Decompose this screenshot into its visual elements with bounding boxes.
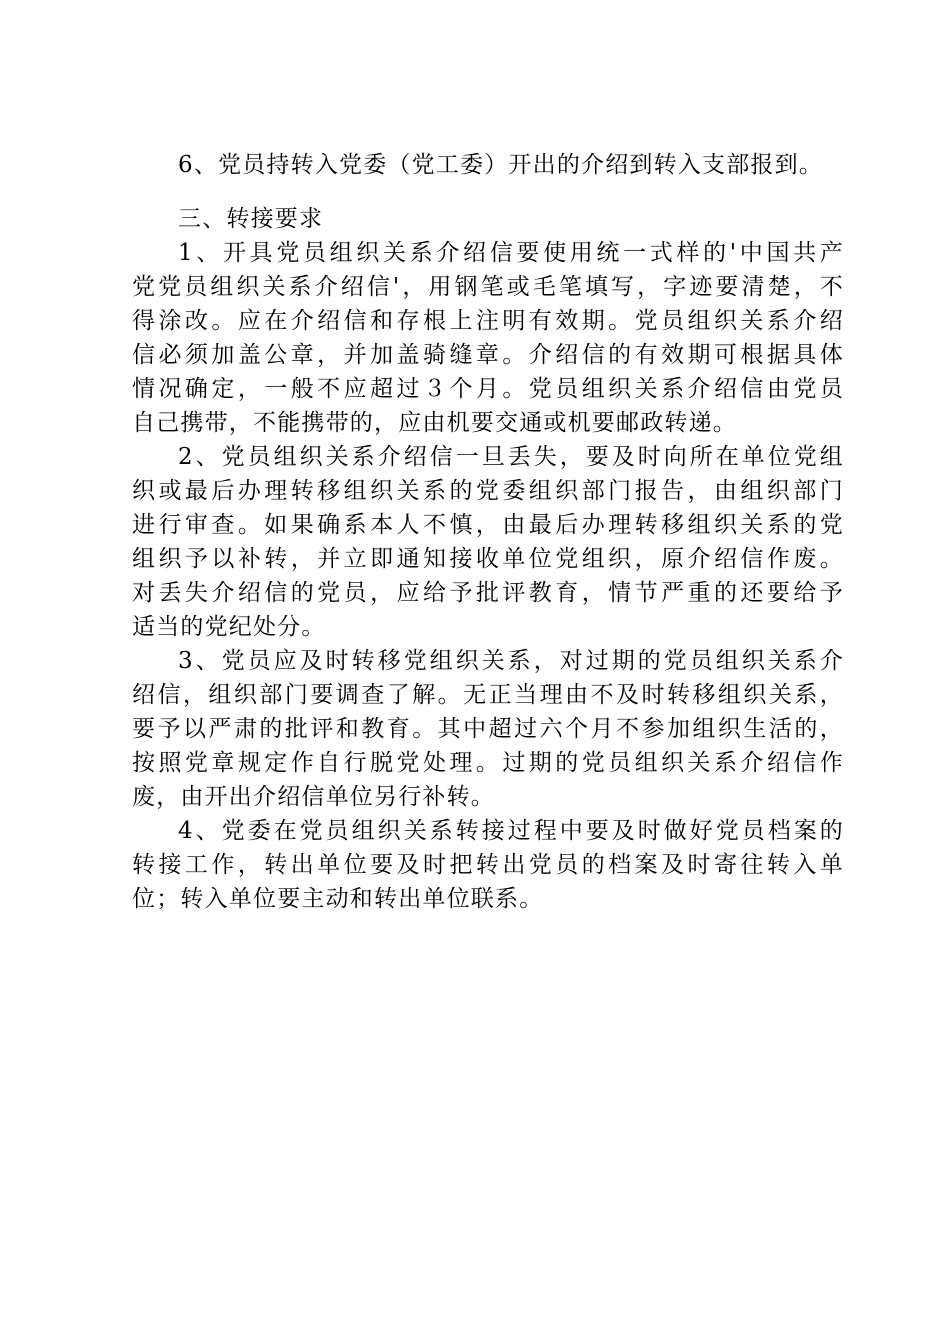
paragraph-line: 3、党员应及时转移党组织关系，对过期的党员组织关系介 <box>178 648 844 674</box>
paragraph-line: 得涂改。应在介绍信和存根上注明有效期。党员组织关系介绍 <box>132 308 844 334</box>
paragraph-line: 对丢失介绍信的党员，应给予批评教育，情节严重的还要给予 <box>132 580 844 606</box>
paragraph-line: 组织予以补转，并立即通知接收单位党组织，原介绍信作废。 <box>132 546 844 572</box>
paragraph-line: 要予以严肃的批评和教育。其中超过六个月不参加组织生活的， <box>132 716 844 742</box>
paragraph-line: 废，由开出介绍信单位另行补转。 <box>132 784 495 810</box>
paragraph-line: 织或最后办理转移组织关系的党委组织部门报告，由组织部门 <box>132 478 844 504</box>
paragraph-line: 4、党委在党员组织关系转接过程中要及时做好党员档案的 <box>178 818 844 844</box>
paragraph-line: 党党员组织关系介绍信'，用钢笔或毛笔填写，字迹要清楚，不 <box>132 274 844 300</box>
paragraph-line: 适当的党纪处分。 <box>132 614 326 640</box>
paragraph-line: 信必须加盖公章，并加盖骑缝章。介绍信的有效期可根据具体 <box>132 342 844 368</box>
paragraph-line: 按照党章规定作自行脱党处理。过期的党员组织关系介绍信作 <box>132 750 844 776</box>
paragraph-line: 进行审查。如果确系本人不慎，由最后办理转移组织关系的党 <box>132 512 844 538</box>
paragraph-line: 2、党员组织关系介绍信一旦丢失，要及时向所在单位党组 <box>178 444 844 470</box>
paragraph-2 <box>132 440 844 644</box>
paragraph-line: 1、开具党员组织关系介绍信要使用统一式样的'中国共产 <box>178 240 844 266</box>
paragraph-line: 自己携带，不能携带的，应由机要交通或机要邮政转递。 <box>132 410 737 436</box>
paragraph-line: 转接工作，转出单位要及时把转出党员的档案及时寄往转入单 <box>132 852 844 878</box>
section-heading: 三、转接要求 <box>178 206 324 232</box>
document-body <box>132 148 844 916</box>
paragraph-4 <box>132 814 844 916</box>
paragraph-line: 绍信，组织部门要调查了解。无正当理由不及时转移组织关系， <box>132 682 844 708</box>
intro-item-line: 6、党员持转入党委（党工委）开出的介绍到转入支部报到。 <box>178 152 824 178</box>
paragraph-1 <box>132 236 844 440</box>
paragraph-line: 情况确定，一般不应超过３个月。党员组织关系介绍信由党员 <box>132 376 844 402</box>
paragraph-line: 位；转入单位要主动和转出单位联系。 <box>132 886 544 912</box>
paragraph-3 <box>132 644 844 814</box>
